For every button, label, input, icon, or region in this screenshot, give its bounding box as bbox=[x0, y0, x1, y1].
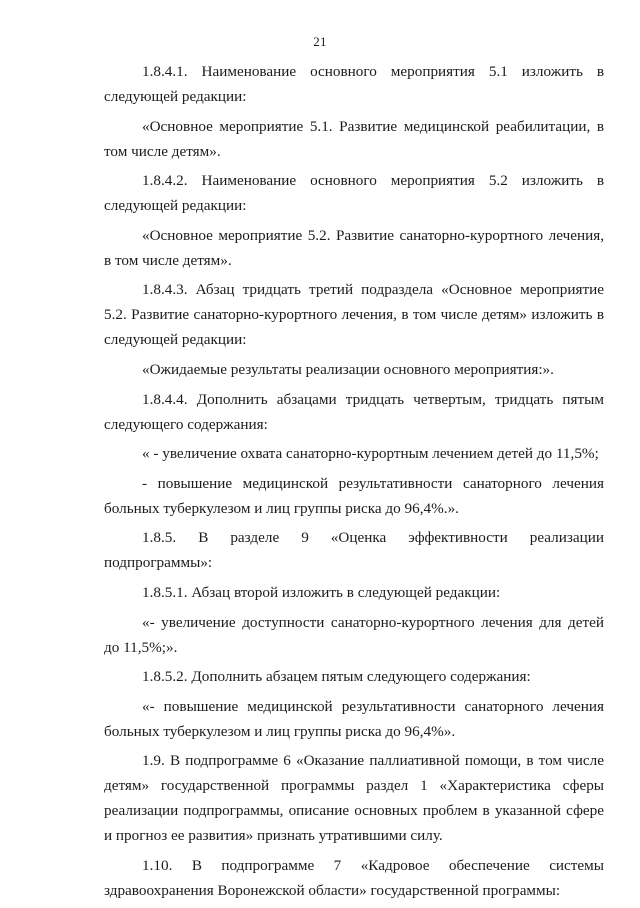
paragraph: 1.8.4.2. Наименование основного мероприятия 5.2 изложить в следующей редакции: bbox=[104, 172, 604, 215]
paragraph: «Основное мероприятие 5.1. Развитие медицинской реабилитации, в том числе детям». bbox=[104, 117, 604, 160]
document-body bbox=[104, 59, 604, 908]
paragraph: 1.8.5.1. Абзац второй изложить в следующей редакции: bbox=[142, 583, 501, 601]
paragraph: « - увеличение охвата санаторно-курортным лечением детей до 11,5%; bbox=[142, 445, 599, 463]
paragraph: 1.10. В подпрограмме 7 «Кадровое обеспечение системы здравоохранения Воронежской области» государственной программы: bbox=[104, 856, 604, 899]
paragraph: 1.8.5.2. Дополнить абзацем пятым следующего содержания: bbox=[142, 668, 531, 686]
paragraph: 1.8.4.4. Дополнить абзацами тридцать четвертым, тридцать пятым следующего содержания: bbox=[104, 390, 604, 433]
paragraph: «- повышение медицинской результативности санаторного лечения больных туберкулезом и лиц группы риска до 96,4%». bbox=[104, 697, 604, 740]
paragraph: 1.8.4.3. Абзац тридцать третий подраздела «Основное мероприятие 5.2. Развитие санаторно-курортного лечения, в том числе детям» изложить в следующей редакции: bbox=[104, 281, 604, 349]
paragraph: 1.9. В подпрограмме 6 «Оказание паллиативной помощи, в том числе детям» государственной программы раздел 1 «Характеристика сферы реализации подпрограммы, описание основных проблем в указанной сфере и прогноз ее развития» признать утратившими силу. bbox=[104, 752, 604, 845]
paragraph: «- увеличение доступности санаторно-курортного лечения для детей до 11,5%;». bbox=[104, 613, 604, 656]
page-number: 21 bbox=[313, 34, 327, 49]
paragraph: - повышение медицинской результативности санаторного лечения больных туберкулезом и лиц группы риска до 96,4%.». bbox=[104, 474, 604, 517]
paragraph: «Ожидаемые результаты реализации основного мероприятия:». bbox=[142, 360, 554, 378]
paragraph: «Основное мероприятие 5.2. Развитие санаторно-курортного лечения, в том числе детям». bbox=[104, 226, 604, 269]
paragraph: 1.8.5. В разделе 9 «Оценка эффективности реализации подпрограммы»: bbox=[104, 529, 604, 572]
paragraph: 1.8.4.1. Наименование основного мероприятия 5.1 изложить в следующей редакции: bbox=[104, 63, 604, 105]
